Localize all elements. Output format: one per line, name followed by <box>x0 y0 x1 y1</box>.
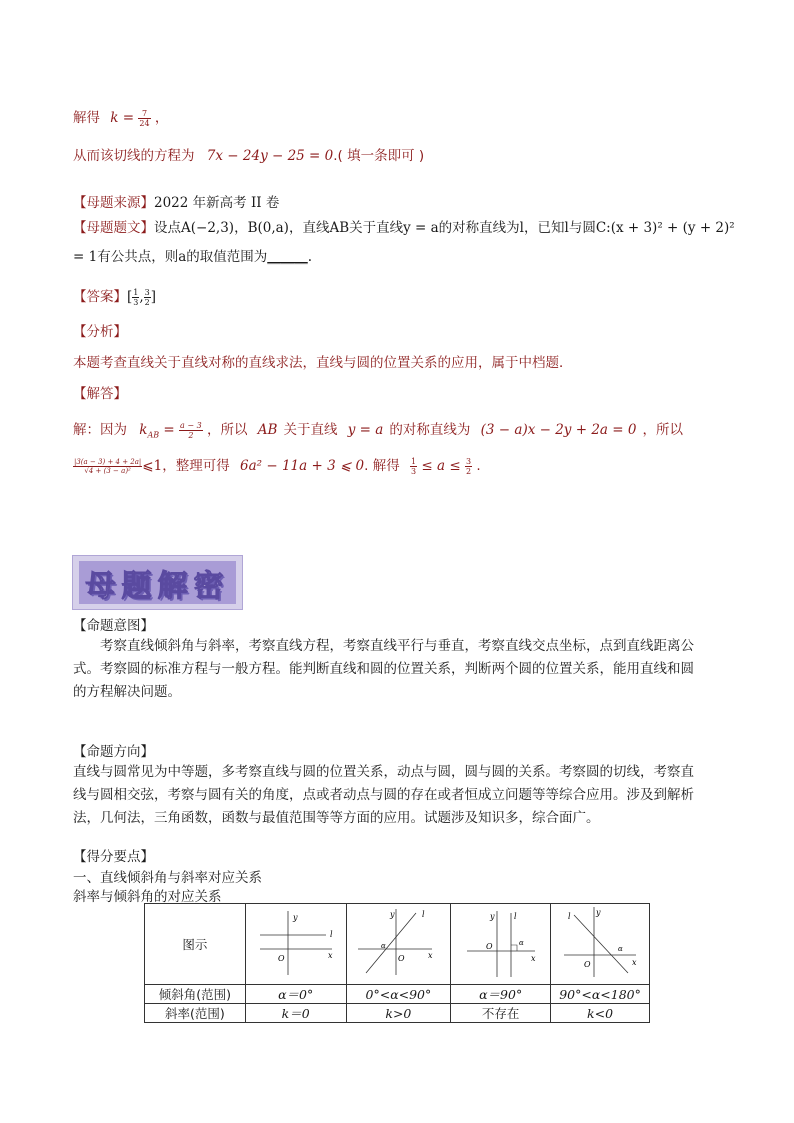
row-header-angle: 倾斜角(范围) <box>145 985 246 1004</box>
solution-label: 【解答】 <box>73 386 127 402</box>
fraction-den: 3 <box>133 297 139 307</box>
table-row-figures <box>145 904 650 985</box>
axis-x-label: x <box>632 957 637 967</box>
intent-line-1: 考察直线倾斜角与斜率，考察直线方程，考察直线平行与垂直，考察直线交点坐标，点到直线距离公 <box>100 638 694 654</box>
text-b: ，所以 <box>207 422 248 438</box>
problem-end: . <box>307 249 313 265</box>
table-row-angles <box>145 985 650 1004</box>
intent-line-2: 式。考察圆的标准方程与一般方程。能判断直线和圆的位置关系，判断两个圆的位置关系，能用直线和圆 <box>73 661 694 677</box>
text-le1: ⩽1 <box>142 458 163 474</box>
intent-paragraph <box>73 635 723 704</box>
origin-label: O <box>398 953 405 963</box>
problem-line-2 <box>73 245 312 265</box>
direction-line-1: 直线与圆常见为中等题，多考察直线与圆的位置关系，动点与圆，圆与圆的关系。考察圆的切线，考察直 <box>73 764 694 780</box>
figure-horizontal <box>245 904 346 985</box>
bracket-close: ] <box>150 289 157 305</box>
text-d: 的对称直线为 <box>389 422 471 438</box>
fraction-num: 7 <box>138 109 150 119</box>
angle-cell: 0°<α<90° <box>346 985 451 1004</box>
text-e: ，所以 <box>642 422 683 438</box>
axis-y-label: y <box>596 907 601 917</box>
distance-fraction <box>73 458 142 475</box>
line-l-label: l <box>329 929 333 939</box>
solution-line-k <box>73 106 168 128</box>
problem-text-2: = 1有公共点，则a的取值范围为 <box>73 249 268 265</box>
line-l-label: l <box>568 911 571 921</box>
fraction-den: 2 <box>188 430 194 440</box>
origin-label: O <box>584 959 591 969</box>
figure-vertical <box>451 904 551 985</box>
k-variable: k <box>139 422 148 438</box>
slope-fraction <box>179 421 203 440</box>
equals: = <box>118 110 139 126</box>
angle-label: α <box>518 938 524 947</box>
axis-y-label: y <box>292 912 298 922</box>
text-c: . 解得 <box>364 458 400 474</box>
points-label: 【得分要点】 <box>73 849 154 865</box>
fraction-num: a − 3 <box>180 420 202 430</box>
axis-y-label: y <box>390 909 395 919</box>
figure-negative-svg <box>552 905 648 981</box>
angle-cell: 90°<α<180° <box>551 985 650 1004</box>
fraction-num: 1 <box>133 287 139 297</box>
axis-y-label: y <box>489 911 495 921</box>
k-subscript: AB <box>147 430 160 440</box>
fraction-den: 3 <box>411 466 417 476</box>
angle-cell: α＝90° <box>451 985 551 1004</box>
range-fraction-2 <box>465 457 472 476</box>
k-variable: k <box>110 110 119 126</box>
slope-cell: 不存在 <box>451 1004 551 1023</box>
analysis-text: 本题考查直线关于直线对称的直线求法，直线与圆的位置关系的应用，属于中档题． <box>73 355 573 371</box>
points-subheading-1: 一、直线倾斜角与斜率对应关系 <box>73 870 262 886</box>
fraction-num: 3 <box>144 287 150 297</box>
figure-positive-svg <box>348 905 448 981</box>
figure-vertical-svg <box>453 905 549 981</box>
fraction-num: 3 <box>465 456 472 466</box>
text-b: ，整理可得 <box>162 458 230 474</box>
text-prefix: 从而该切线的方程为 <box>73 148 195 164</box>
line-y-a: y = a <box>347 422 384 438</box>
fraction-den: 2 <box>465 466 472 476</box>
line-l-label: l <box>422 909 425 919</box>
line-l-label: l <box>513 911 517 921</box>
direction-paragraph <box>73 761 723 830</box>
angle-label: α <box>381 941 387 950</box>
slope-cell: k＝0 <box>245 1004 346 1023</box>
direction-line-3: 法，几何法，三角函数，函数与最值范围等等方面的应用。试题涉及知识多，综合面广。 <box>73 810 600 826</box>
axis-x-label: x <box>530 953 536 963</box>
angle-cell: α＝0° <box>245 985 346 1004</box>
axis-x-label: x <box>327 950 333 960</box>
points-subheading-2: 斜率与倾斜角的对应关系 <box>73 889 222 905</box>
figure-positive-slope <box>346 904 451 985</box>
intent-line-3: 的方程解决问题。 <box>73 684 181 700</box>
logo-text: 母题解密 <box>79 561 236 604</box>
fraction-den: 24 <box>139 118 150 128</box>
axis-x-label: x <box>428 950 433 960</box>
fraction-7-24 <box>138 109 150 128</box>
slope-angle-table <box>144 903 650 1023</box>
text-c: 关于直线 <box>283 422 338 438</box>
symmetric-line-equation: (3 − a)x − 2y + 2a = 0 <box>480 422 637 438</box>
source-label: 【母题来源】 <box>73 195 154 211</box>
section-logo <box>72 555 243 610</box>
problem-label: 【母题题文】 <box>73 220 154 236</box>
equals: = <box>159 422 180 438</box>
solution-line-1 <box>73 418 683 440</box>
fraction-num: 1 <box>411 456 417 466</box>
text-end: . <box>472 458 481 474</box>
direction-line-2: 线与圆相交弦，考察与圆有关的角度，点或者动点与圆的存在或者恒成立问题等等综合应用。涉及到解析 <box>73 787 694 803</box>
answer-fraction-2 <box>144 288 151 307</box>
fraction-den: 2 <box>144 297 150 307</box>
fraction-num: |3(a − 3) + 4 + 2a| <box>74 457 142 466</box>
answer-blank: ______ <box>267 249 308 265</box>
text-suffix: .( 填一条即可 ) <box>333 148 425 164</box>
comma: , <box>139 289 144 305</box>
text-a: 解：因为 <box>73 422 127 438</box>
range-middle: ≤ a ≤ <box>417 458 465 474</box>
figure-negative-slope <box>551 904 650 985</box>
tangent-equation-line <box>73 144 424 164</box>
problem-line-1 <box>73 216 735 236</box>
text-prefix: 解得 <box>73 110 100 126</box>
source-line <box>73 191 279 211</box>
problem-text-1: 设点A(−2,3)，B(0,a)，直线AB关于直线y = a的对称直线为l，已知l与圆C:(x + 3)² + (y + 2)² <box>154 220 735 236</box>
text-suffix: ， <box>150 110 169 126</box>
tangent-equation: 7x − 24y − 25 = 0 <box>206 148 334 164</box>
table-row-slopes <box>145 1004 650 1023</box>
direction-label: 【命题方向】 <box>73 744 154 760</box>
intent-label: 【命题意图】 <box>73 618 154 634</box>
origin-label: O <box>485 941 493 951</box>
angle-label: α <box>618 944 623 953</box>
analysis-label: 【分析】 <box>73 324 127 340</box>
bracket-open: [ <box>127 289 133 305</box>
slope-cell: k>0 <box>346 1004 451 1023</box>
source-text: 2022 年新高考 II 卷 <box>154 195 280 211</box>
answer-label: 【答案】 <box>73 289 127 305</box>
quadratic-inequality: 6a² − 11a + 3 ⩽ 0 <box>240 458 365 474</box>
answer-line <box>73 285 156 307</box>
row-header-figure: 图示 <box>145 904 246 985</box>
figure-horizontal-svg <box>248 905 344 981</box>
segment-ab: AB <box>257 422 278 438</box>
fraction-den: √4 + (3 − a)² <box>84 466 131 475</box>
slope-cell: k<0 <box>551 1004 650 1023</box>
origin-label: O <box>277 953 285 963</box>
row-header-slope: 斜率(范围) <box>145 1004 246 1023</box>
solution-line-2 <box>73 454 481 476</box>
